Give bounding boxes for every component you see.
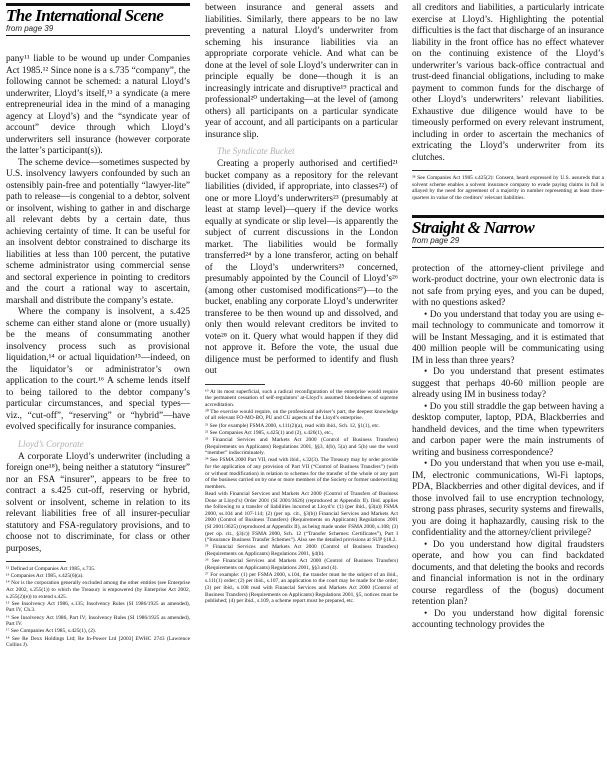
footnote: ¹⁸ See Re Dexx Holdings Ltd; Re In-Power Ltd [2003] EWHC 2743 (Lawrence Collins J). [6,635,190,649]
column-left [6,0,190,649]
footnote-rule [6,561,66,562]
paragraph: between insurance and general assets and liabilities. Similarly, there appears to be no law preventing a natural Lloyd’s underwriter from scheming his insurance liabilities via an appropriate corporate vehicle. And what can be done at the level of sole Lloyd’s underwriter can in principle equally be done—though it is an increasingly intricate and disruptive¹⁹ practical and professional²⁰ undertaking—at the level of (among others) all participants on a particular syndicate year of account, and all participants on a particular insurance slip. [205,3,398,140]
footnote: ²¹ See (for example) FSMA 2000, s.111(2)(a), read with ibid., Sch. 12, §1(1), etc. [205,422,380,429]
paragraph: Where the company is insolvent, a s.425 scheme can either stand alone or (more usually) be the means of consummating another insolvency process such as provisional liquidation,¹⁴ or actual liquidation¹⁵—indeed, on the liquidator’s or administrator’s own application to the court.¹⁶ A scheme lends itself to being tailored to the debtor company’s particular circumstances, and special types—viz., “cut-off”, “reserving” or “hybrid”—have evolved specifically for insurance companies. [6,307,190,432]
bullet-item: • Do you understand that present estimates suggest that perhaps 40-60 million people are already using IM in business today? [412,367,604,401]
footnotes [6,566,190,649]
footnote: ¹⁶ See Insolvency Act 1986, Part IV; Insolvency Rules (SI 1986/1925 as amended), Part IV. [6,614,190,628]
paragraph: pany¹¹ liable to be wound up under Companies Act 1985.¹² Since none is a s.735 “company”, the following cannot be schemed: a natural Lloyd’s underwriter, Lloyd’s itself,¹³ a syndicate (a mere entrepreneurial idea in the mind of a managing agency at Lloyd’s) and the “syndicate year of account” device through which Lloyd’s underwriters sell insurance (however corporate the latter’s participant(s)). [6,54,190,156]
footnote: ²⁰ The exercise would require, on the professional adviser’s part, the deepest knowledge of all relevant FO-MO-BO, PU and CU aspects of the Lloyd’s enterprise. [205,408,398,422]
column-middle [205,0,398,605]
footnote: ¹³ Companies Act 1985, s.425(6)(a). [6,573,84,580]
footnote: ¹⁹ At its most superficial, such a radical reconfiguration of the enterprise would require the permanent cessation of self-regulators’ at-Lloyd’s assumed bloodedness of supreme accreditation. [205,388,398,408]
continued-from-label: from page 29 [412,235,460,245]
footnote: ²⁶ See Financial Services and Markets Act 2000 (Control of Business Transfers) (Requirements on Applicants) Regulations 2001, §§3 and (4). [205,558,398,571]
footnote: ¹⁵ See Insolvency Act 1986, s.135; Insolvency Rules (SI 1986/1925 as amended), Part IV, Ch.3. [6,600,190,614]
paragraph: Creating a properly authorised and certified²¹ bucket company as a repository for the relevant liabilities (divided, if appropriate, into classes²²) of one or more Lloyd’s underwriters²³ (presumably at least at stamp level)—query if the device works equally at syndicate or slip level—is apparently the subject of current discussions in the London market. The liabilities would be formally transferred²⁴ by a lone transferor, acting on behalf of the Lloyd’s underwriters²⁵ concerned, presumably appointed by the Council of Lloyd’s²⁶ (among other customised modifications²⁷)—to the bucket, enabling any corporate Lloyd’s underwriter transferee to be then wound up and dissolved, and only then would relevant creditors be invited to vote²⁸ on it. Query what would happen if they did not approve it. Before the vote, the usual due diligence must be performed to identify and flush out [205,159,398,376]
bullet-item: • Do you understand how digital forensic accounting technology provides the [412,608,604,631]
continued-from-label: from page 39 [6,24,54,33]
bullet-item: • Do you understand how digital fraudsters operate, and how you can find backdated documents, and that deleting the books and records and financial information is not in the ordinary course regardless of the (bogus) document retention plan? [412,539,604,608]
subheading: Lloyd’s Corporate [18,438,84,449]
subheading: The Syndicate Bucket [217,146,295,156]
section-title: Straight & Narrow [412,217,535,237]
footnote: ¹⁴ Nor is the corporation generally excluded among the other entities (see Enterprise Act 2002, s.255(1)) to which the Treasury is empowered (by Enterprise Act 2002, s.255(2)(e)) to extend s.425. [6,580,190,600]
column-right [412,0,604,632]
section-title: The International Scene [6,6,164,25]
footnote: ²³ Financial Services and Markets Act 2000 (Control of Business Transfers) (Requirements on Applicants) Regulations 2001, §§3, 4(b), 5(a) and 5(b) use the word “member” indiscriminately. [205,437,398,457]
paragraph: protection of the attorney-client privilege and work-product doctrine, your own electronic data is not safe from prying eyes, and you can be duped, with no questions asked? [412,263,604,309]
footnote-rule [205,384,265,385]
paragraph: A corporate Lloyd’s underwriter (including a foreign one¹⁸), being neither a statutory “insurer” nor an FSA “insurer”, appears to be free to contract a s.425 cut-off, reserving or hybrid, solvent or insolvent, scheme in relation to its relevant liabilities free of all insurer-peculiar statutory and FSA-regulatory provisions, and to choose not to discriminate, for class or other purposes, [6,451,190,554]
bullet-item: • Do you understand that when you use e-mail, IM, electronic communications, Wi-Fi laptops, PDA, Blackberries and other digital devices, and if those involved fail to use encryption technology, strong pass phrases, security systems and firewalls, you are doing it haphazardly, causing risk to the confidentiality and the attorney/client privilege? [412,459,604,539]
footnote: ²² See Companies Act 1985, s.425(1) and (2), s.426(1), etc., [205,429,334,436]
paragraph: The scheme device—sometimes suspected by U.S. insolvency lawyers confounded by such an ostensibly pain-free and potentially “lawyer-lite” path to release—is congenial to a debtor, solvent or insolvent, wishing to gather in and discharge all relevant debts by a certain date, thus achieving certainty of time. It can be useful for an insolvent debtor constrained to discharge its liabilities at less than 100 percent, the putative scheme administrator using commercial sense and sectoral experience in pointing to creditors and the court a rational way to ascertain, marshall and distribute the company’s estate. [6,157,190,306]
bullet-item: • Do you understand that today you are using e-mail technology to communicate and tomorrow it will be Instant Messaging, and it is estimated that 400 million people will be communicating using IM in less than three years? [412,309,604,366]
paragraph: all creditors and liabilities, a particularly intricate exercise at Lloyd’s. Highlighting the potential difficulties is the fact that discharge of an insurance liability in the front office has no effect whatever on the continuing existence of the Lloyd’s underwriter’s various back-office contractual and trust-deed financial obligations, including to make payment to common funds for the discharge of other Lloyd’s underwriters’ relevant liabilities. Exhaustive due diligence would have to be timeously performed on every relevant instrument, including in order to ascertain the mechanics of extricating the Lloyd’s underwriter from its clutches. [412,3,604,163]
footnote: ¹⁷ See Companies Act 1985, s.425(1), (2). [6,628,97,635]
footnote: ²⁸ See Companies Act 1985 s.425(2): Consent, heard expressed by U.S. assureds that a solvent scheme enables a solvent insurance company to evade paying claims in full is allayed by the need for agreement of a majority in number representing at least three-quarters in value of the creditors’ relevant liabilities. [412,175,604,201]
footnote: ¹² Defined at Companies Act 1985, s.735. [6,566,96,572]
footnote: Read with Financial Services and Markets Act 2000 (Control of Transfers of Business Done at Lloyd’s) Order 2001 (SI 2001/3626) (reproduced at Appendix II). Ibid. applies the following to a transfer of liabilities incurred at Lloyd’s: (1) (per ibid., §3(a)) FSMA 2000, ss.104 and 107-114; (2) (per op. cit., §3(b)) Financial Services and Markets Act 2000 (Control of Business Transfers) (Requirements on Applicants) Regulations 2001 (SI 2001/3625) (reproduced at Appendix II), as being made under FSMA 2000, s.108; (3) (per op. cit., §3(c)) FSMA 2000, Sch. 12 (“Transfer Schemes: Certificates”), Part I (“Insurance Business Transfer Schemes”). Also see the detailed provisions at SUP §18.2. [205,490,398,544]
footnotes [205,389,398,605]
footnote: ²⁵ Financial Services and Markets Act 2000 (Control of Business Transfers) (Requirements on Applicants) Regulations 2001, §4(b). [205,544,398,557]
section-header-straight-narrow [412,215,604,248]
section-header-international-scene [6,3,190,36]
footnote: ²⁷ For example: (1) per FSMA 2000, s.104, the transfer must be the subject of an ibid., s.111(1) order; (2) per ibid., s.107, an application to the court may be made for the order; (3) per ibid., s.108 read with Financial Services and Markets Act 2000 (Control of Business Transfers) (Requirements on Applicants) Regulations 2001, §5, notices must be published; (4) per ibid., s.109, a scheme report must be prepared, etc. [205,571,398,605]
footnote: ²⁴ See FSMA 2000 Part VII, read with ibid., s.32(3). The Treasury may by order provide for the application of any provision of Part VII (“Control of Business Transfers”) (with or without modification) in relation to schemes for the transfer of the whole or any part of the business carried on by one or more members of the Society or former underwriting members. [205,457,398,490]
bullet-item: • Do you still straddle the gap between having a desktop computer, laptop, PDA, Blackberries and handheld devices, and the time when typewriters and carbon paper were the main instruments of writing and business correspondence? [412,401,604,458]
footnote-rule [412,170,472,171]
